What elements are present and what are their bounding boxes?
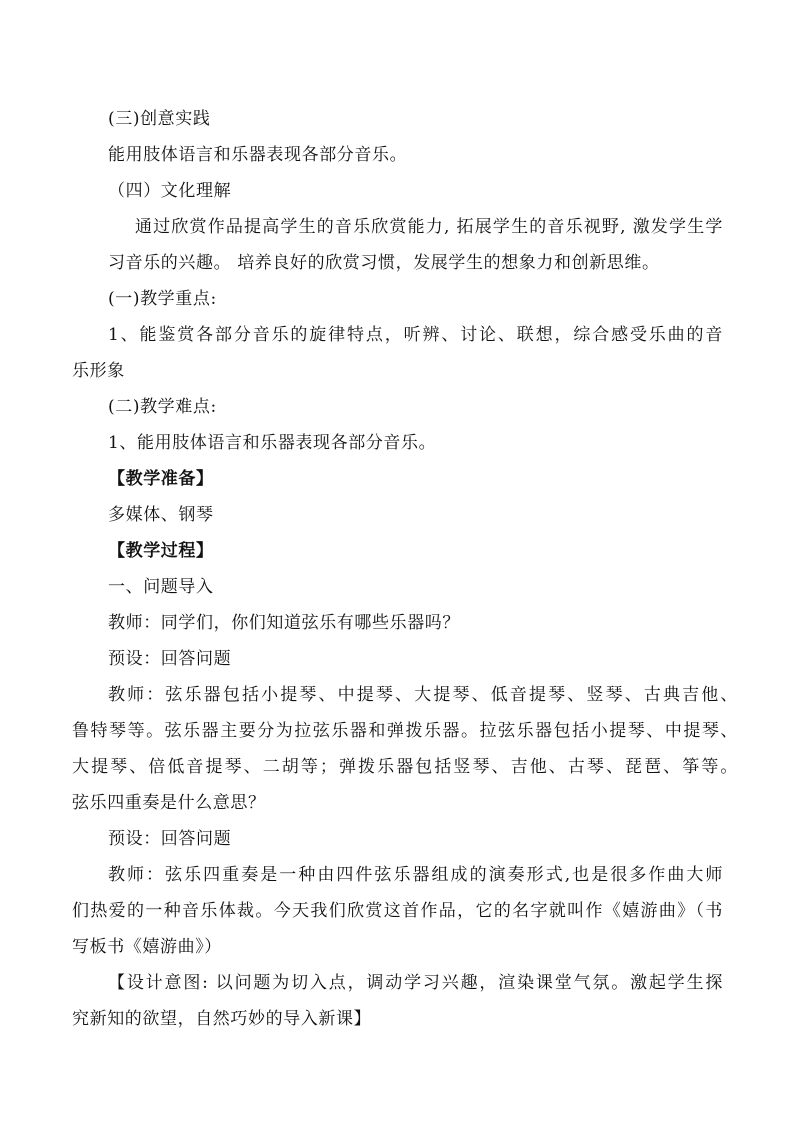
- section-heading-teaching-process: 【教学过程】: [108, 541, 214, 561]
- section-heading-teaching-preparation: 【教学准备】: [108, 469, 214, 489]
- paragraph-line: 通过欣赏作品提高学生的音乐欣赏能力, 拓展学生的音乐视野, 激发学生学: [135, 217, 723, 237]
- section-heading-teaching-focus: (一)教学重点:: [108, 289, 217, 309]
- paragraph-line: 教师：弦乐四重奏是一种由四件弦乐器组成的演奏形式,也是很多作曲大师: [108, 865, 723, 885]
- section-heading-teaching-difficulty: (二)教学难点:: [108, 397, 217, 417]
- paragraph-line: 1、能鉴赏各部分音乐的旋律特点，听辨、讨论、联想，综合感受乐曲的音: [108, 325, 723, 345]
- paragraph-line: 预设：回答问题: [108, 829, 232, 849]
- paragraph-line: 鲁特琴等。弦乐器主要分为拉弦乐器和弹拨乐器。拉弦乐器包括小提琴、中提琴、: [72, 721, 738, 741]
- paragraph-line: 大提琴、倍低音提琴、二胡等；弹拨乐器包括竖琴、吉他、古琴、琵琶、筝等。: [72, 757, 738, 777]
- paragraph-line: 多媒体、钢琴: [108, 505, 214, 525]
- paragraph-line: 写板书《嬉游曲》）: [72, 937, 222, 957]
- paragraph-line: 教师：弦乐器包括小提琴、中提琴、大提琴、低音提琴、竖琴、古典吉他、: [108, 685, 738, 705]
- section-heading-cultural-understanding: （四）文化理解: [108, 181, 232, 201]
- section-heading-creative-practice: (三)创意实践: [108, 109, 211, 129]
- paragraph-line: 1、能用肢体语言和乐器表现各部分音乐。: [108, 433, 437, 453]
- design-intent-note: 【设计意图: 以问题为切入点，调动学习兴趣，渲染课堂气氛。激起学生探: [108, 973, 723, 993]
- subsection-heading-question-intro: 一、问题导入: [108, 577, 214, 597]
- paragraph-line: 预设：回答问题: [108, 649, 232, 669]
- paragraph-line: 弦乐四重奏是什么意思？: [72, 793, 266, 813]
- paragraph-line: 乐形象: [72, 361, 125, 381]
- paragraph-line: 们热爱的一种音乐体裁。今天我们欣赏这首作品，它的名字就叫作《嬉游曲》（书: [72, 901, 723, 921]
- paragraph-line: 能用肢体语言和乐器表现各部分音乐。: [108, 145, 408, 165]
- paragraph-line: 习音乐的兴趣。 培养良好的欣赏习惯，发展学生的想象力和创新思维。: [108, 253, 660, 273]
- design-intent-note: 究新知的欲望，自然巧妙的导入新课】: [72, 1009, 372, 1029]
- paragraph-line: 教师：同学们，你们知道弦乐有哪些乐器吗？: [108, 613, 460, 633]
